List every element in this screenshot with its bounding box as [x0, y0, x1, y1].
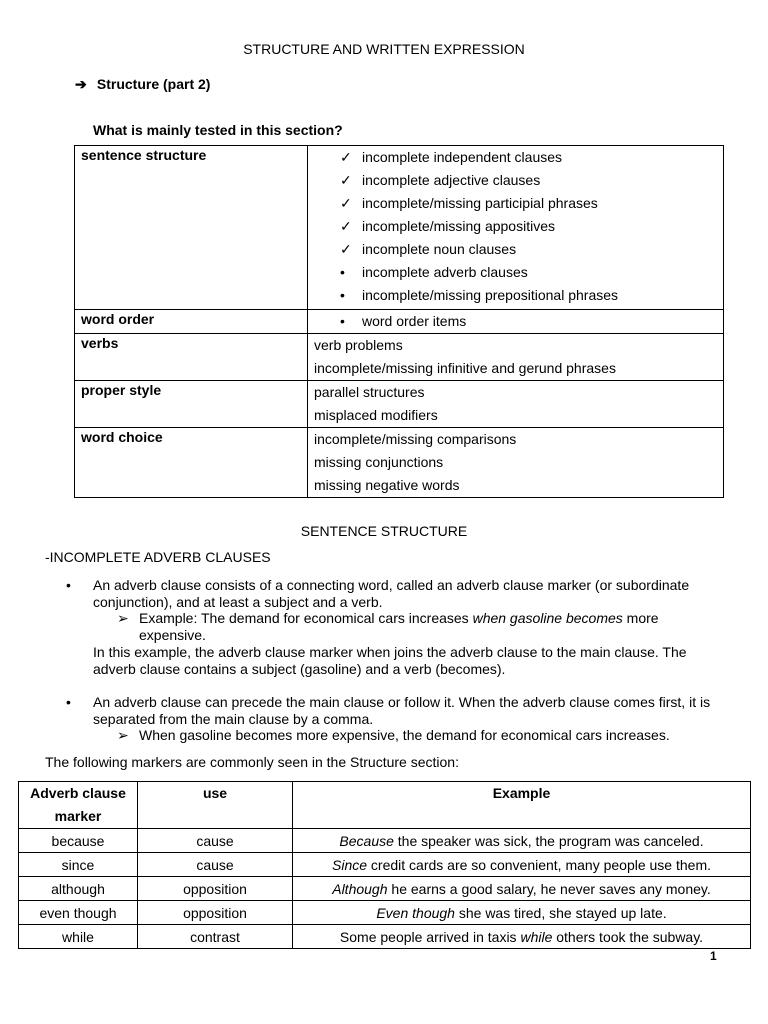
marker-table: [18, 781, 751, 949]
header-example: Example: [293, 782, 751, 829]
section-item-text: incomplete/missing infinitive and gerund phrases: [314, 360, 616, 376]
example-marker-italic: Since: [332, 856, 368, 873]
section-item: [314, 357, 717, 380]
section-table: [74, 145, 724, 498]
markers-intro: The following markers are commonly seen in the Structure section:: [45, 754, 459, 770]
section-item-text: verb problems: [314, 337, 403, 353]
example-prefix: Example: The demand for economical cars increases: [139, 610, 473, 626]
marker-cell: since: [19, 853, 138, 877]
example-cell: [293, 877, 751, 901]
example-rest: she was tired, she stayed up late.: [454, 904, 667, 921]
use-cell: contrast: [138, 925, 293, 949]
section-row: [75, 381, 724, 428]
section-item: [314, 474, 717, 497]
bullet-icon: •: [340, 287, 345, 303]
example-italic: when gasoline becomes: [472, 610, 623, 626]
check-icon: ✓: [340, 172, 352, 188]
structure-heading-text: Structure (part 2): [96, 76, 211, 92]
example-cell: [293, 853, 751, 877]
marker-cell: although: [19, 877, 138, 901]
section2-title: SENTENCE STRUCTURE: [300, 523, 468, 539]
section-items: [308, 310, 724, 334]
section-item: [314, 310, 717, 333]
section-item-text: incomplete/missing appositives: [362, 218, 555, 234]
section-item: [314, 334, 717, 357]
section-row: [75, 428, 724, 498]
bullet-icon: •: [66, 694, 71, 710]
document-title: STRUCTURE AND WRITTEN EXPRESSION: [243, 41, 525, 57]
section-item: [314, 404, 717, 427]
section-row: [75, 334, 724, 381]
example-rest: the speaker was sick, the program was canceled.: [393, 832, 704, 849]
example-rest: credit cards are so convenient, many people use them.: [367, 856, 711, 873]
bullet-icon: •: [340, 313, 345, 329]
use-cell: opposition: [138, 901, 293, 925]
section-item-text: word order items: [362, 313, 467, 329]
section-item: [314, 146, 717, 169]
section-category: proper style: [75, 381, 308, 428]
arrow-bullet-icon: ➢: [117, 727, 129, 743]
section-item: [314, 238, 717, 261]
tested-question: What is mainly tested in this section?: [93, 122, 343, 138]
bullet1-text: An adverb clause consists of a connecting word, called an adverb clause marker (or subordinate conjunction), and at least a subject and a verb.: [93, 577, 690, 610]
table-row: [19, 901, 751, 925]
section-items: [308, 334, 724, 381]
example-marker-italic: Even though: [376, 904, 455, 921]
use-cell: cause: [138, 853, 293, 877]
arrow-right-icon: ➔: [75, 76, 87, 92]
header-marker: Adverb clause marker: [19, 782, 138, 829]
example-marker-italic: while: [520, 928, 553, 945]
example-cell: [293, 925, 751, 949]
section-item-text: incomplete/missing comparisons: [314, 431, 517, 447]
use-cell: cause: [138, 829, 293, 853]
section-item: [314, 261, 717, 284]
section-item: [314, 215, 717, 238]
section-item-text: missing negative words: [314, 477, 460, 493]
header-use: use: [138, 782, 293, 829]
structure-heading: [75, 76, 210, 93]
section-item-text: incomplete adjective clauses: [362, 172, 541, 188]
section-item-text: missing conjunctions: [314, 454, 444, 470]
example-pre: Some people arrived in taxis: [339, 928, 521, 945]
section-item-text: misplaced modifiers: [314, 407, 438, 423]
section-item: [314, 381, 717, 404]
section-item: [314, 428, 717, 451]
section-row: [75, 146, 724, 310]
section-item-text: incomplete adverb clauses: [362, 264, 528, 280]
bullet-icon: •: [340, 264, 345, 280]
section-category: word order: [75, 310, 308, 334]
section-items: [308, 381, 724, 428]
section-item-text: incomplete independent clauses: [362, 149, 563, 165]
bullet1-explanation: In this example, the adverb clause marker when joins the adverb clause to the main clause. The adverb clause contains a subject (gasoline) and a verb (becomes).: [93, 644, 687, 677]
example-rest: he earns a good salary, he never saves any money.: [387, 880, 711, 897]
section-item-text: parallel structures: [314, 384, 425, 400]
marker-cell: because: [19, 829, 138, 853]
section-category: verbs: [75, 334, 308, 381]
table-row: [19, 829, 751, 853]
check-icon: ✓: [340, 218, 352, 234]
section-category: sentence structure: [75, 146, 308, 310]
bullet2-example: When gasoline becomes more expensive, the demand for economical cars increases.: [139, 727, 670, 743]
table-row: [19, 925, 751, 949]
table-row: [19, 877, 751, 901]
marker-cell: while: [19, 925, 138, 949]
bullet1-example: [139, 610, 699, 644]
subsection-title: -INCOMPLETE ADVERB CLAUSES: [45, 549, 271, 565]
section-item-text: incomplete/missing participial phrases: [362, 195, 598, 211]
section-category: word choice: [75, 428, 308, 498]
marker-cell: even though: [19, 901, 138, 925]
example-cell: [293, 901, 751, 925]
example-cell: [293, 829, 751, 853]
example-marker-italic: Because: [339, 832, 394, 849]
arrow-bullet-icon: ➢: [117, 610, 129, 626]
section-item-text: incomplete noun clauses: [362, 241, 517, 257]
check-icon: ✓: [340, 149, 352, 165]
example-rest: others took the subway.: [552, 928, 704, 945]
bullet-icon: •: [66, 577, 71, 593]
section-item: [314, 169, 717, 192]
bullet2-text: An adverb clause can precede the main clause or follow it. When the adverb clause comes first, it is separated from the main clause by a comma.: [93, 694, 711, 727]
example-suffix: more expensive.: [139, 610, 659, 643]
section-items: [308, 146, 724, 310]
table-row: [19, 853, 751, 877]
section-row: [75, 310, 724, 334]
section-item-text: incomplete/missing prepositional phrases: [362, 287, 619, 303]
section-item: [314, 284, 717, 307]
section-item: [314, 192, 717, 215]
section-item: [314, 451, 717, 474]
section-items: [308, 428, 724, 498]
page-number: 1: [710, 949, 717, 963]
check-icon: ✓: [340, 241, 352, 257]
use-cell: opposition: [138, 877, 293, 901]
example-marker-italic: Although: [332, 880, 388, 897]
check-icon: ✓: [340, 195, 352, 211]
